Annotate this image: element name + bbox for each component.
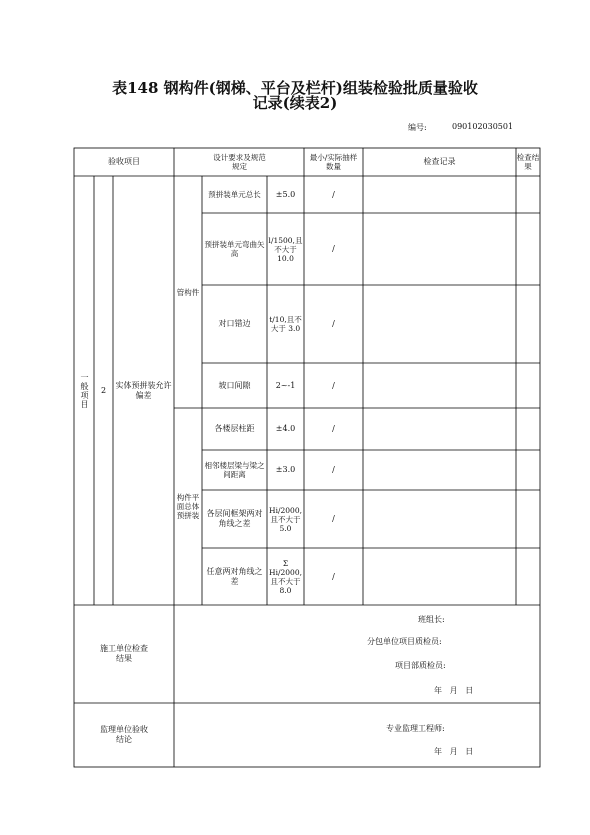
group-pipe-member: 管构件 <box>176 287 200 297</box>
row-name: 预拼装单元弯曲矢高 <box>204 240 265 258</box>
row-sample: / <box>332 244 335 253</box>
header-check-record: 检查记录 <box>423 157 456 166</box>
row-name: 各楼层柱距 <box>214 424 255 433</box>
row-sample: / <box>332 189 335 199</box>
row-name: 对口错边 <box>218 319 251 328</box>
code-value: 090102030501 <box>452 122 514 131</box>
row-spec: 2~-1 <box>275 380 296 390</box>
item-name: 实体预拼装允许偏差 <box>115 380 172 400</box>
dept-inspector-label: 项目部质检员: <box>395 661 446 670</box>
header-check-result: 检查结果 <box>516 153 540 171</box>
row-sample: / <box>332 380 335 390</box>
row-name: 坡口间隙 <box>218 380 251 390</box>
row-name: 相邻楼层梁与梁之间距离 <box>204 461 265 479</box>
row-spec: ±5.0 <box>275 189 296 199</box>
row-sample: / <box>332 571 335 581</box>
header-design-spec: 设计要求及规范规定 <box>213 153 266 171</box>
group-overall-preassembly: 构件平面总体预拼装 <box>176 493 200 520</box>
code-label: 编号: <box>408 123 427 132</box>
supervision-unit-label: 监理单位验收结论 <box>100 725 148 744</box>
row-sample: / <box>332 465 335 474</box>
row-spec: ±3.0 <box>275 465 296 474</box>
row-spec: ±4.0 <box>275 424 296 433</box>
row-spec: l/1500,且不大于 10.0 <box>268 235 303 263</box>
sub-inspector-label: 分包单位项目质检员: <box>367 637 442 646</box>
row-sample: / <box>332 424 335 433</box>
construction-unit-label: 施工单位检查结果 <box>100 644 148 663</box>
item-number: 2 <box>100 385 107 395</box>
construction-date: 年 月 日 <box>434 686 474 695</box>
row-spec: Hi/2000,且不大于 5.0 <box>269 505 302 533</box>
supervision-date: 年 月 日 <box>434 747 474 756</box>
document-title-line2: 记录(续表2) <box>252 94 338 112</box>
row-sample: / <box>332 514 335 523</box>
team-leader-label: 班组长: <box>418 615 445 624</box>
document-title-line1: 表148 钢构件(钢梯、平台及栏杆)组装检验批质量验收 <box>112 79 478 97</box>
supervision-engineer-label: 专业监理工程师: <box>386 724 445 733</box>
row-spec: Σ Hi/2000,且不大于8.0 <box>269 558 302 595</box>
row-name: 任意两对角线之差 <box>206 566 263 586</box>
row-spec: t/10,且不大于 3.0 <box>269 315 302 333</box>
row-name: 各层间框架两对角线之差 <box>206 509 263 528</box>
category-general-items: 一般项目 <box>80 372 89 409</box>
row-sample: / <box>332 319 335 328</box>
header-acceptance-item: 验收项目 <box>108 157 140 166</box>
row-name: 预拼装单元总长 <box>208 190 261 199</box>
header-sample-count: 最小/实际抽样数量 <box>309 153 358 171</box>
